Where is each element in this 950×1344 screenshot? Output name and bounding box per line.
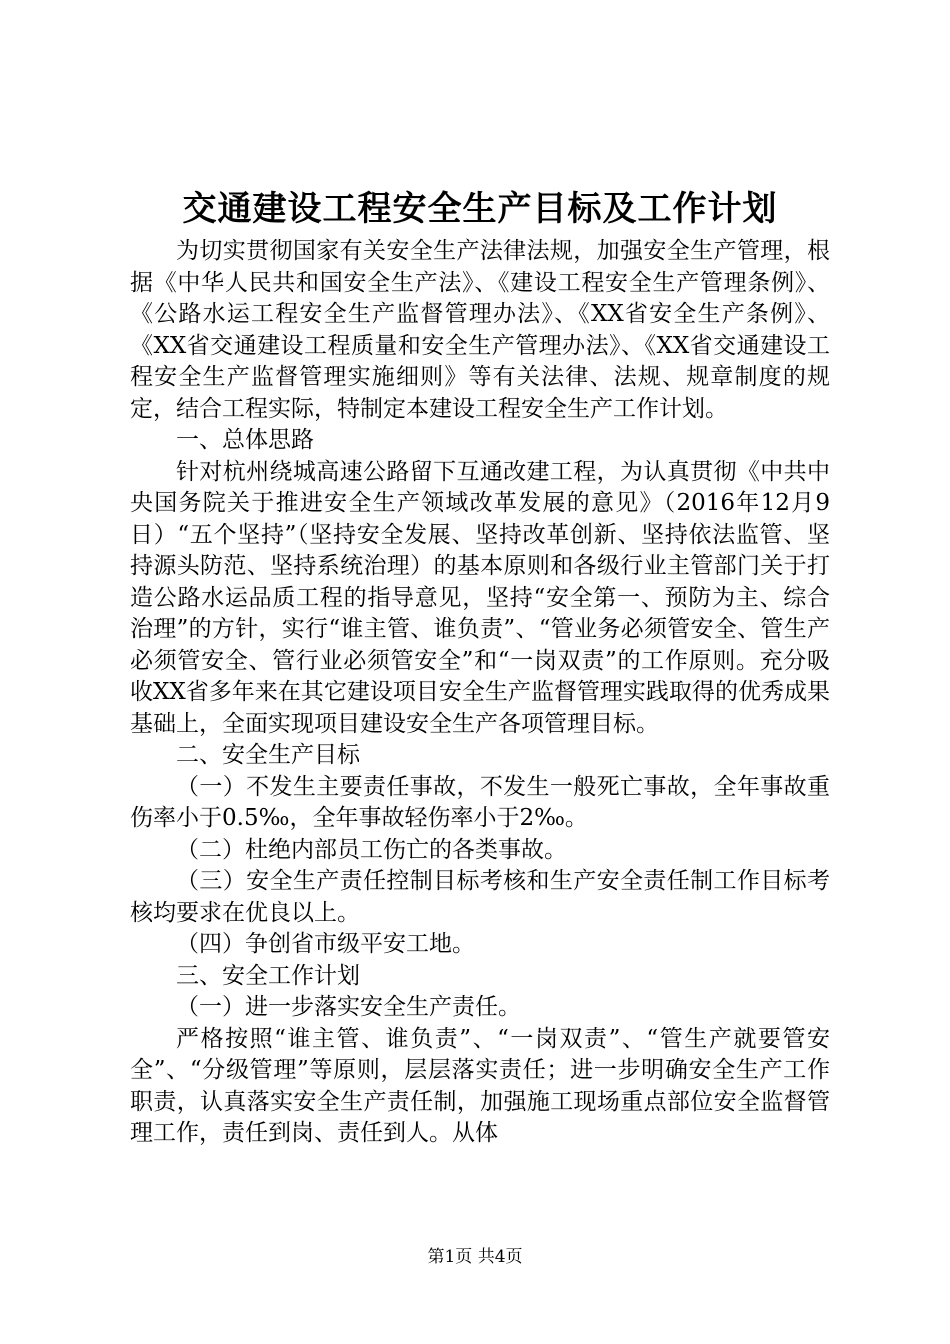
- plan-subheading-1: （一）进一步落实安全生产责任。: [176, 994, 521, 1020]
- plan-paragraph-1: 严格按照“谁主管、谁负责”、“一岗双责”、“管生产就要管安全”、“分级管理”等原则，层层落实责任；进一步明确安全生产工作职责，认真落实安全生产责任制，加强施工现场重点部位安全监督管理工作，责任到岗、责任到人。从体: [130, 1025, 830, 1146]
- section-heading-goals: 二、安全生产目标: [176, 742, 360, 768]
- goal-item-3: （三）安全生产责任控制目标考核和生产安全责任制工作目标考核均要求在优良以上。: [130, 868, 830, 926]
- section-heading-plan: 三、安全工作计划: [176, 962, 360, 989]
- overall-paragraph: 针对杭州绕城高速公路留下互通改建工程，为认真贯彻《中共中央国务院关于推进安全生产领域改革发展的意见》（2016年12月9日）“五个坚持”（坚持安全发展、坚持改革创新、坚持依法监管、坚持源头防范、坚持系统治理）的基本原则和各级行业主管部门关于打造公路水运品质工程的指导意见，坚持“安全第一、预防为主、综合治理”的方针，实行“谁主管、谁负责”、“管业务必须管安全、管生产必须管安全、管行业必须管安全”和“一岗双责”的工作原则。充分吸收XX省多年来在其它建设项目安全生产监督管理实践取得的优秀成果基础上，全面实现项目建设安全生产各项管理目标。: [130, 458, 830, 737]
- document-body: [130, 236, 830, 1150]
- document-title: 交通建设工程安全生产目标及工作计划: [182, 189, 778, 229]
- page-number-footer: 第1页 共4页: [427, 1247, 523, 1267]
- goal-item-2: （二）杜绝内部员工伤亡的各类事故。: [176, 836, 567, 863]
- section-heading-overall: 一、总体思路: [176, 427, 314, 453]
- goal-item-1: （一）不发生主要责任事故，不发生一般死亡事故，全年事故重伤率小于0.5‰，全年事故轻伤率小于2‰。: [130, 773, 830, 831]
- intro-paragraph: 为切实贯彻国家有关安全生产法律法规，加强安全生产管理，根据《中华人民共和国安全生产法》、《建设工程安全生产管理条例》、《公路水运工程安全生产监督管理办法》、《XX省安全生产条例》、《XX省交通建设工程质量和安全生产管理办法》、《XX省交通建设工程安全生产监督管理实施细则》等有关法律、法规、规章制度的规定，结合工程实际，特制定本建设工程安全生产工作计划。: [130, 238, 830, 422]
- goal-item-4: （四）争创省市级平安工地。: [176, 931, 475, 957]
